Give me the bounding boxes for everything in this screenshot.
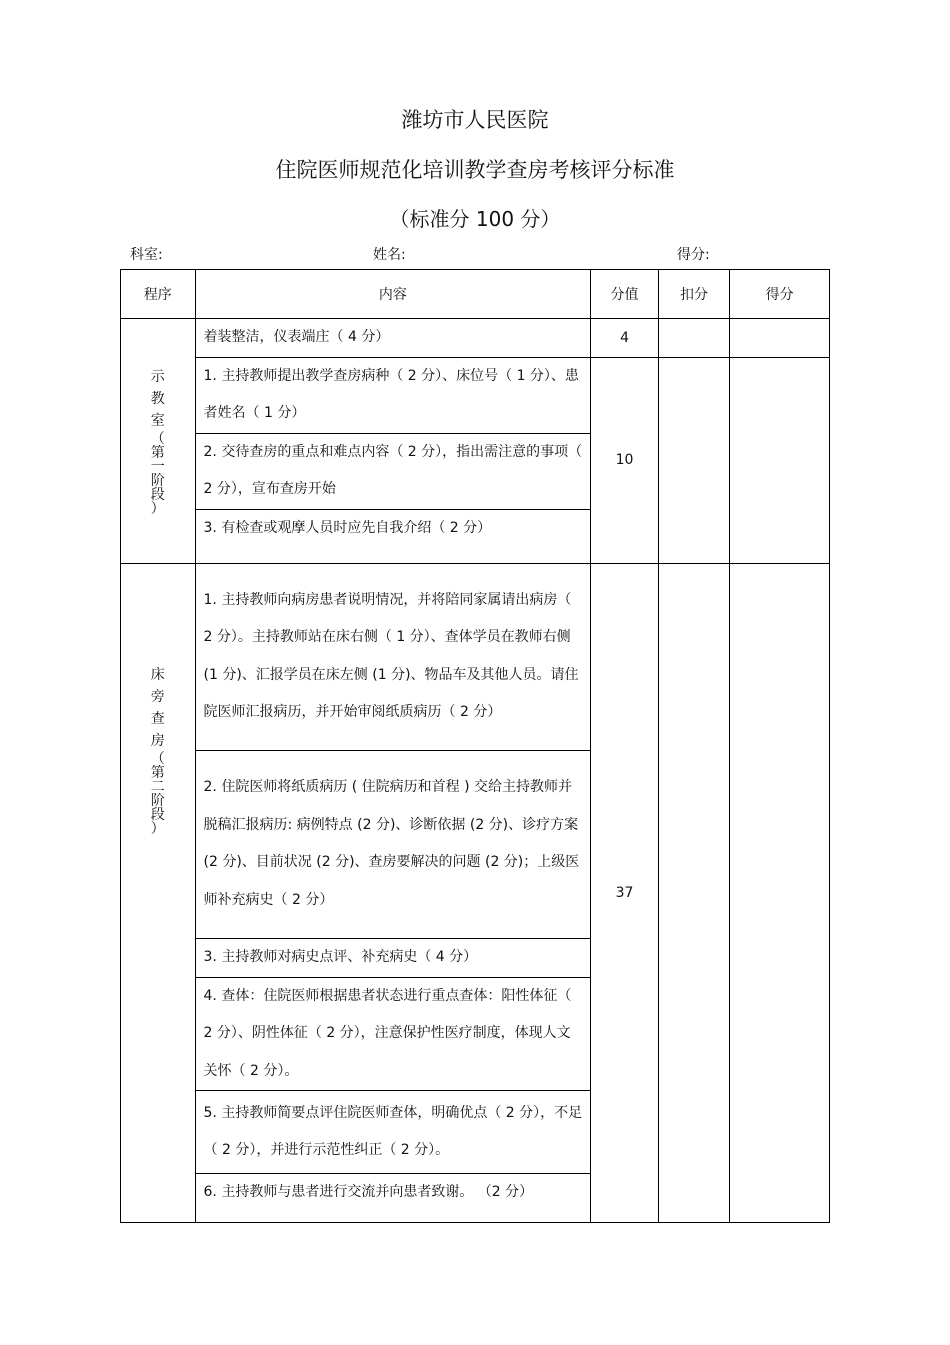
stage-char: 段: [150, 806, 165, 823]
department-label: 科室:: [130, 247, 163, 263]
stage1-label: [121, 319, 196, 564]
stage-char: 床: [150, 666, 165, 683]
stage-char: ）: [150, 820, 165, 837]
table-row: [121, 319, 830, 358]
score-cell[interactable]: [730, 357, 830, 563]
item-text: 着装整洁，仪表端庄（ 4 分）: [195, 319, 591, 358]
page-title: 住院医师规范化培训教学查房考核评分标准: [275, 158, 675, 182]
item-text: 3. 主持教师对病史点评、补充病史（ 4 分）: [195, 938, 591, 977]
name-label: 姓名:: [373, 247, 406, 263]
stage-char: 段: [150, 486, 165, 503]
stage-char: 教: [150, 390, 165, 407]
group-value: 10: [591, 357, 658, 563]
item-text: 1. 主持教师向病房患者说明情况，并将陪同家属请出病房（ 2 分）。主持教师站在床右侧（ 1 分）、查体学员在教师右侧 (1 分)、汇报学员在床左侧 (1 分)、物品车及其他人员。请住院医师汇报病历，并开始审阅纸质病历（ 2 分）: [195, 563, 591, 750]
stage-char: 第: [150, 764, 165, 781]
stage-char: 第: [150, 444, 165, 461]
table-row: [121, 563, 830, 750]
stage2-label: [121, 563, 196, 1223]
item-text: 1. 主持教师提出教学查房病种（ 2 分）、床位号（ 1 分）、患者姓名（ 1 分）: [195, 357, 591, 433]
page-subtitle: （标准分 100 分）: [389, 207, 561, 231]
score-label: 得分:: [677, 247, 710, 263]
table-header-row: [121, 270, 830, 319]
header-step: 程序: [121, 270, 196, 319]
table-row: [121, 357, 830, 433]
stage-char: 示: [150, 368, 165, 385]
stage-char: 一: [150, 458, 165, 475]
stage-char: ）: [150, 500, 165, 517]
item-text: 2. 交待查房的重点和难点内容（ 2 分），指出需注意的事项（ 2 分），宣布查房开始: [195, 433, 591, 509]
stage-char: 查: [150, 710, 165, 727]
stage-char: 阶: [150, 472, 165, 489]
deduction-cell[interactable]: [658, 563, 730, 1223]
header-score: 得分: [730, 270, 830, 319]
stage-char: 二: [150, 778, 165, 795]
stage-char: 房: [150, 732, 165, 749]
stage-char: （: [150, 750, 165, 767]
item-text: 6. 主持教师与患者进行交流并向患者致谢。 （2 分）: [195, 1174, 591, 1223]
score-cell[interactable]: [730, 319, 830, 358]
header-content: 内容: [195, 270, 591, 319]
item-value: 4: [591, 319, 658, 358]
stage-char: （: [150, 430, 165, 447]
deduction-cell[interactable]: [658, 357, 730, 563]
stage-char: 室: [150, 412, 165, 429]
deduction-cell[interactable]: [658, 319, 730, 358]
score-cell[interactable]: [730, 563, 830, 1223]
hospital-name: 潍坊市人民医院: [401, 108, 549, 132]
header-value: 分值: [591, 270, 658, 319]
stage-char: 旁: [150, 688, 165, 705]
item-text: 4. 查体：住院医师根据患者状态进行重点查体：阳性体征（ 2 分）、阴性体征（ 2 分），注意保护性医疗制度，体现人文关怀（ 2 分）。: [195, 977, 591, 1091]
item-text: 2. 住院医师将纸质病历 ( 住院病历和首程 ) 交给主持教师并脱稿汇报病历: 病例特点 (2 分)、诊断依据 (2 分)、诊疗方案 (2 分)、目前状况 (2 分)、查房要解决的问题 (2 分)；上级医师补充病史（ 2 分）: [195, 750, 591, 938]
header-deduction: 扣分: [658, 270, 730, 319]
stage-char: 阶: [150, 792, 165, 809]
group-value: 37: [591, 563, 658, 1223]
scoring-table: [120, 269, 830, 1223]
item-text: 5. 主持教师简要点评住院医师查体，明确优点（ 2 分），不足（ 2 分），并进行示范性纠正（ 2 分）。: [195, 1091, 591, 1174]
item-text: 3. 有检查或观摩人员时应先自我介绍（ 2 分）: [195, 509, 591, 563]
